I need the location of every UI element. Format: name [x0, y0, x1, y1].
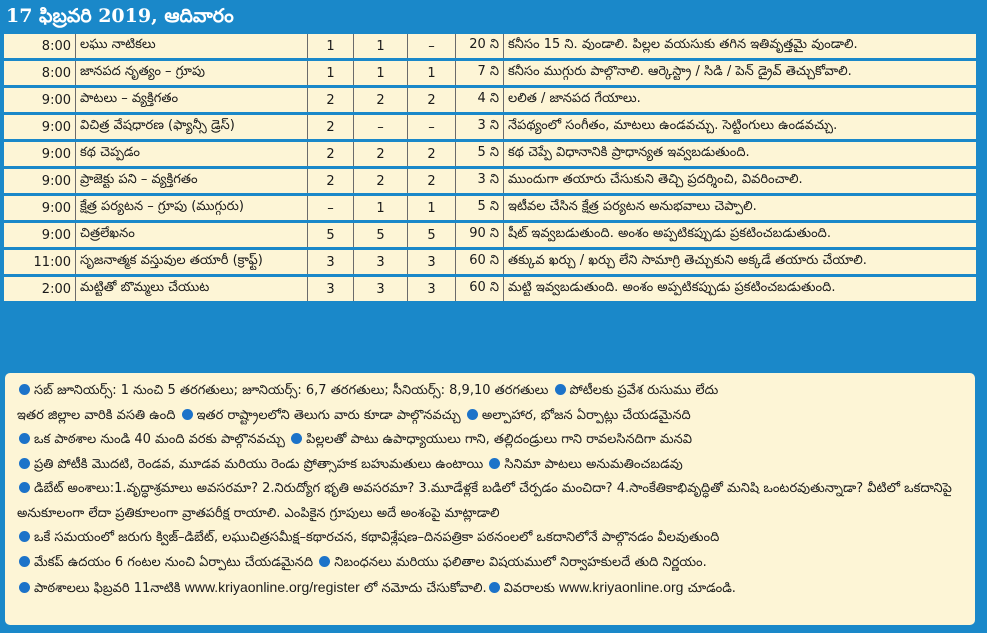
row-event: కథ చెప్పడం — [75, 142, 307, 166]
table-row — [4, 115, 976, 139]
row-junior-count: 1 — [353, 34, 407, 58]
bullet-icon — [19, 556, 30, 567]
note-text: పాఠశాలలు ఫిబ్రవరి 11నాటికి — [34, 581, 181, 596]
note-line — [17, 575, 965, 602]
note-text: డిబేట్ అంశాలు:1.వృద్ధాశ్రమాలు అవసరమా? 2.నిరుద్యోగ భృతి అవసరమా? 3.మూడేళ్లకే బడిలో చేర్పడం మంచిదా? 4.సాంకేతికాభివృద్ధితో మనిషి ఒంటరవుతున్నాడా? వీటిలో ఒకదానిపై అనుకూలంగా లేదా ప్రతికూలంగా వ్రాతపరీక్ష రాయాలి. ఎంపికైన గ్రూపులు అదే అంశంపై మాట్లాడాలి — [17, 481, 952, 521]
note-text: వివరాలకు — [503, 581, 555, 596]
row-event: ప్రాజెక్టు పని – వ్యక్తిగతం — [75, 169, 307, 193]
row-duration: 7 ని — [455, 61, 503, 85]
row-senior-count: 2 — [407, 169, 455, 193]
row-duration: 20 ని — [455, 34, 503, 58]
table-row — [4, 142, 976, 166]
row-note: లలిత / జానపద గేయాలు. — [503, 88, 976, 112]
note-text: సబ్ జూనియర్స్: 1 నుంచి 5 తరగతులు; జూనియర్స్: 6,7 తరగతులు; సీనియర్స్: 8,9,10 తరగతులు — [34, 383, 549, 398]
row-junior-count: 2 — [353, 88, 407, 112]
row-note: తక్కువ ఖర్చు / ఖర్చు లేని సామాగ్రి తెచ్చుకుని అక్కడే తయారు చేయాలి. — [503, 250, 976, 274]
note-text: సినిమా పాటలు అనుమతించబడవు — [504, 456, 683, 472]
row-senior-count: – — [407, 115, 455, 139]
row-senior-count: – — [407, 34, 455, 58]
bullet-icon — [19, 482, 30, 493]
bullet-icon — [19, 433, 30, 444]
row-event: చిత్రలేఖనం — [75, 223, 307, 247]
row-duration: 60 ని — [455, 277, 503, 301]
table-row — [4, 277, 976, 301]
bullet-icon — [182, 409, 193, 420]
row-duration: 3 ని — [455, 169, 503, 193]
row-duration: 90 ని — [455, 223, 503, 247]
row-senior-count: 3 — [407, 277, 455, 301]
row-time: 9:00 — [4, 115, 75, 139]
row-junior-count: 3 — [353, 250, 407, 274]
row-junior-count: 2 — [353, 142, 407, 166]
row-time: 9:00 — [4, 88, 75, 112]
bullet-icon — [19, 384, 30, 395]
note-line — [17, 477, 965, 526]
row-duration: 60 ని — [455, 250, 503, 274]
schedule-table — [4, 31, 976, 304]
bullet-icon — [489, 458, 500, 469]
row-time: 9:00 — [4, 169, 75, 193]
row-note: కనీసం 15 ని. వుండాలి. పిల్లల వయసుకు తగిన ఇతివృత్తమై వుండాలి. — [503, 34, 976, 58]
row-subjunior-count: 2 — [307, 142, 353, 166]
row-time: 11:00 — [4, 250, 75, 274]
note-text: నిబంధనలు మరియు ఫలితాల విషయములో నిర్వాహకులదే తుది నిర్ణయం. — [334, 554, 707, 570]
note-text: ఇతర రాష్ట్రాలలోని తెలుగు వారు కూడా పాల్గొనవచ్చు — [196, 407, 461, 423]
row-subjunior-count: 2 — [307, 169, 353, 193]
row-junior-count: – — [353, 115, 407, 139]
bullet-icon — [489, 582, 500, 593]
row-duration: 4 ని — [455, 88, 503, 112]
row-duration: 3 ని — [455, 115, 503, 139]
note-text: చూడండి. — [687, 581, 736, 596]
table-row — [4, 196, 976, 220]
row-senior-count: 5 — [407, 223, 455, 247]
row-junior-count: 1 — [353, 196, 407, 220]
table-row — [4, 169, 976, 193]
row-time: 2:00 — [4, 277, 75, 301]
table-row — [4, 223, 976, 247]
note-text: మేకప్ ఉదయం 6 గంటల నుంచి ఏర్పాటు చేయడమైనది — [34, 554, 314, 570]
row-duration: 5 ని — [455, 142, 503, 166]
row-subjunior-count: 2 — [307, 88, 353, 112]
note-line — [17, 379, 965, 404]
note-text: ఇతర జిల్లాల వారికి వసతి ఉంది — [17, 407, 176, 423]
row-duration: 5 ని — [455, 196, 503, 220]
note-text: పిల్లలతో పాటు ఉపాధ్యాయులు గాని, తల్లిదండ్రులు గాని రావలసినదిగా మనవి — [306, 432, 693, 447]
row-subjunior-count: – — [307, 196, 353, 220]
note-text: లో నమోదు చేసుకోవాలి. — [363, 581, 487, 596]
row-time: 9:00 — [4, 196, 75, 220]
table-row — [4, 88, 976, 112]
row-time: 9:00 — [4, 142, 75, 166]
row-event: లఘు నాటికలు — [75, 34, 307, 58]
note-text: ఒకే సమయంలో జరుగు క్విజ్–డిబేట్, లఘుచిత్రసమీక్ష–కథారచన, కథావిశ్లేషణ–దినపత్రికా పఠనంలలో ఒకదానిలోనే పాల్గొనడం వీలవుతుంది — [34, 530, 720, 545]
row-senior-count: 2 — [407, 142, 455, 166]
row-subjunior-count: 1 — [307, 34, 353, 58]
bullet-icon — [19, 582, 30, 593]
row-note: షీట్ ఇవ్వబడుతుంది. అంశం అప్పటికప్పుడు ప్రకటించబడుతుంది. — [503, 223, 976, 247]
row-time: 8:00 — [4, 61, 75, 85]
note-text: పోటీలకు ప్రవేశ రుసుము లేదు — [569, 383, 719, 398]
row-time: 8:00 — [4, 34, 75, 58]
row-note: కనీసం ముగ్గురు పాల్గొనాలి. ఆర్కెస్ట్రా / సిడి / పెన్ డ్రైవ్ తెచ్చుకోవాలి. — [503, 61, 976, 85]
row-note: కథ చెప్పే విధానానికి ప్రాధాన్యత ఇవ్వబడుతుంది. — [503, 142, 976, 166]
note-text: ఒక పాఠశాల నుండి 40 మంది వరకు పాల్గొనవచ్చు — [34, 432, 285, 447]
row-senior-count: 1 — [407, 61, 455, 85]
row-subjunior-count: 3 — [307, 250, 353, 274]
row-note: ముందుగా తయారు చేసుకుని తెచ్చి ప్రదర్శించి, వివరించాలి. — [503, 169, 976, 193]
row-event: మట్టితో బొమ్మలు చేయుట — [75, 277, 307, 301]
row-event: విచిత్ర వేషధారణ (ఫ్యాన్సీ డ్రెస్) — [75, 115, 307, 139]
note-line — [17, 526, 965, 551]
note-line — [17, 453, 965, 478]
row-event: జానపద నృత్యం – గ్రూపు — [75, 61, 307, 85]
table-row — [4, 250, 976, 274]
row-time: 9:00 — [4, 223, 75, 247]
row-senior-count: 2 — [407, 88, 455, 112]
row-junior-count: 5 — [353, 223, 407, 247]
note-line — [17, 404, 965, 429]
page-title: 17 ఫిబ్రవరి 2019, ఆదివారం — [6, 5, 234, 27]
row-event: పాటలు – వ్యక్తిగతం — [75, 88, 307, 112]
note-text: అల్పాహార, భోజన ఏర్పాట్లు చేయడమైనది — [481, 407, 691, 423]
row-subjunior-count: 5 — [307, 223, 353, 247]
note-line — [17, 551, 965, 576]
row-event: క్షేత్ర పర్యటన – గ్రూపు (ముగ్గురు) — [75, 196, 307, 220]
row-senior-count: 3 — [407, 250, 455, 274]
bullet-icon — [467, 409, 478, 420]
site-url-link[interactable]: www.kriyaonline.org — [558, 579, 684, 595]
row-note: ఇటీవల చేసిన క్షేత్ర పర్యటన అనుభవాలు చెప్పాలి. — [503, 196, 976, 220]
row-junior-count: 2 — [353, 169, 407, 193]
row-junior-count: 3 — [353, 277, 407, 301]
row-subjunior-count: 2 — [307, 115, 353, 139]
bullet-icon — [19, 458, 30, 469]
notes-panel — [5, 373, 975, 625]
note-text: ప్రతి పోటీకి మొదటి, రెండవ, మూడవ మరియు రెండు ప్రోత్సాహక బహుమతులు ఉంటాయి — [34, 456, 484, 472]
row-junior-count: 1 — [353, 61, 407, 85]
bullet-icon — [291, 433, 302, 444]
register-url-link[interactable]: www.kriyaonline.org/register — [184, 579, 360, 595]
row-subjunior-count: 3 — [307, 277, 353, 301]
note-line — [17, 428, 965, 453]
bullet-icon — [319, 556, 330, 567]
row-subjunior-count: 1 — [307, 61, 353, 85]
bullet-icon — [19, 531, 30, 542]
row-event: సృజనాత్మక వస్తువుల తయారీ (క్రాఫ్ట్) — [75, 250, 307, 274]
bullet-icon — [555, 384, 566, 395]
row-note: నేపథ్యంలో సంగీతం, మాటలు ఉండవచ్చు. సెట్టింగులు ఉండవచ్చు. — [503, 115, 976, 139]
row-senior-count: 1 — [407, 196, 455, 220]
row-note: మట్టి ఇవ్వబడుతుంది. అంశం అప్పటికప్పుడు ప్రకటించబడుతుంది. — [503, 277, 976, 301]
table-row — [4, 61, 976, 85]
table-row — [4, 34, 976, 58]
